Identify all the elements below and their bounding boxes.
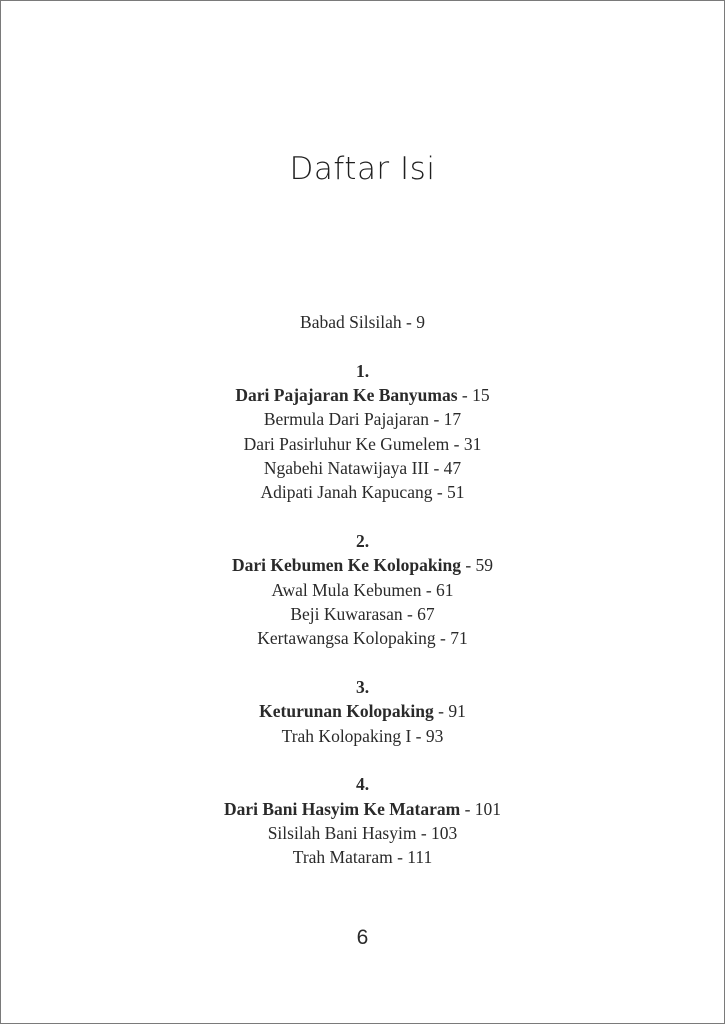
toc-entry-page: 111 — [407, 847, 433, 868]
toc-entry-page: 61 — [436, 579, 454, 600]
section-page: 91 — [448, 701, 466, 722]
section-number: 2. — [355, 531, 370, 552]
toc-entry-label: Beji Kuwarasan — [290, 603, 403, 624]
toc-entry-label: Trah Kolopaking I — [281, 725, 412, 746]
toc-entry-page: 51 — [447, 482, 465, 503]
section-page: 59 — [475, 555, 494, 576]
toc-separator: - — [460, 555, 476, 576]
section-heading — [1, 553, 724, 577]
toc-separator: - — [457, 385, 473, 406]
toc-entry — [1, 456, 724, 480]
toc-entry-label: Babad Silsilah — [300, 312, 402, 332]
toc-entry-label: Dari Pasirluhur Ke Gumelem — [243, 433, 450, 454]
section-number: 1. — [355, 360, 370, 381]
toc-separator: - — [401, 312, 417, 332]
toc-separator: - — [402, 603, 418, 624]
toc-entry-page: 47 — [443, 457, 462, 478]
section-page: 101 — [474, 798, 502, 819]
section-page: 15 — [472, 385, 490, 406]
toc-entry-page: 31 — [463, 433, 482, 454]
section-number: 3. — [355, 677, 370, 698]
toc-entry — [1, 724, 724, 748]
toc-entry — [1, 480, 724, 504]
toc-entry-label: Awal Mula Kebumen — [271, 579, 422, 600]
toc-entry — [1, 407, 724, 431]
section-heading — [1, 699, 724, 723]
toc-entry — [1, 626, 724, 650]
table-of-contents — [1, 310, 724, 870]
toc-entry — [1, 821, 724, 845]
section-heading — [1, 383, 724, 407]
toc-entry-page: 67 — [417, 603, 435, 624]
toc-separator: - — [411, 725, 426, 746]
toc-entry-page: 17 — [443, 409, 462, 430]
toc-separator: - — [460, 798, 475, 819]
toc-separator: - — [435, 628, 451, 649]
toc-separator: - — [429, 457, 444, 478]
toc-separator: - — [432, 482, 448, 503]
toc-separator: - — [429, 409, 444, 430]
toc-entry-label: Silsilah Bani Hasyim — [267, 823, 417, 844]
section-title: Dari Pajajaran Ke Banyumas — [235, 385, 458, 406]
toc-entry — [1, 602, 724, 626]
section-number: 4. — [355, 774, 370, 795]
toc-entry-label: Bermula Dari Pajajaran — [263, 409, 430, 430]
toc-separator: - — [433, 701, 449, 722]
toc-entry-page: 93 — [425, 725, 444, 746]
toc-separator: - — [421, 579, 437, 600]
toc-entry-label: Kertawangsa Kolopaking — [257, 628, 436, 649]
toc-entry-label: Trah Mataram — [292, 847, 393, 868]
page-number: 6 — [356, 926, 369, 949]
toc-entry — [1, 578, 724, 602]
toc-entry — [1, 845, 724, 869]
toc-separator: - — [392, 847, 408, 868]
section-title: Dari Kebumen Ke Kolopaking — [231, 555, 461, 576]
toc-entry-page: 9 — [416, 312, 425, 332]
toc-separator: - — [416, 823, 432, 844]
section-title: Dari Bani Hasyim Ke Mataram — [223, 798, 461, 819]
section-heading — [1, 797, 724, 821]
toc-separator: - — [449, 433, 464, 454]
toc-entry-label: Ngabehi Natawijaya III — [263, 457, 430, 478]
toc-entry-page: 103 — [431, 823, 458, 844]
toc-entry-label: Adipati Janah Kapucang — [260, 482, 433, 503]
toc-entry — [1, 432, 724, 456]
section-title: Keturunan Kolopaking — [259, 701, 434, 722]
toc-intro-entry — [1, 310, 724, 334]
page-title: Daftar Isi — [289, 151, 436, 187]
toc-entry-page: 71 — [450, 628, 468, 649]
